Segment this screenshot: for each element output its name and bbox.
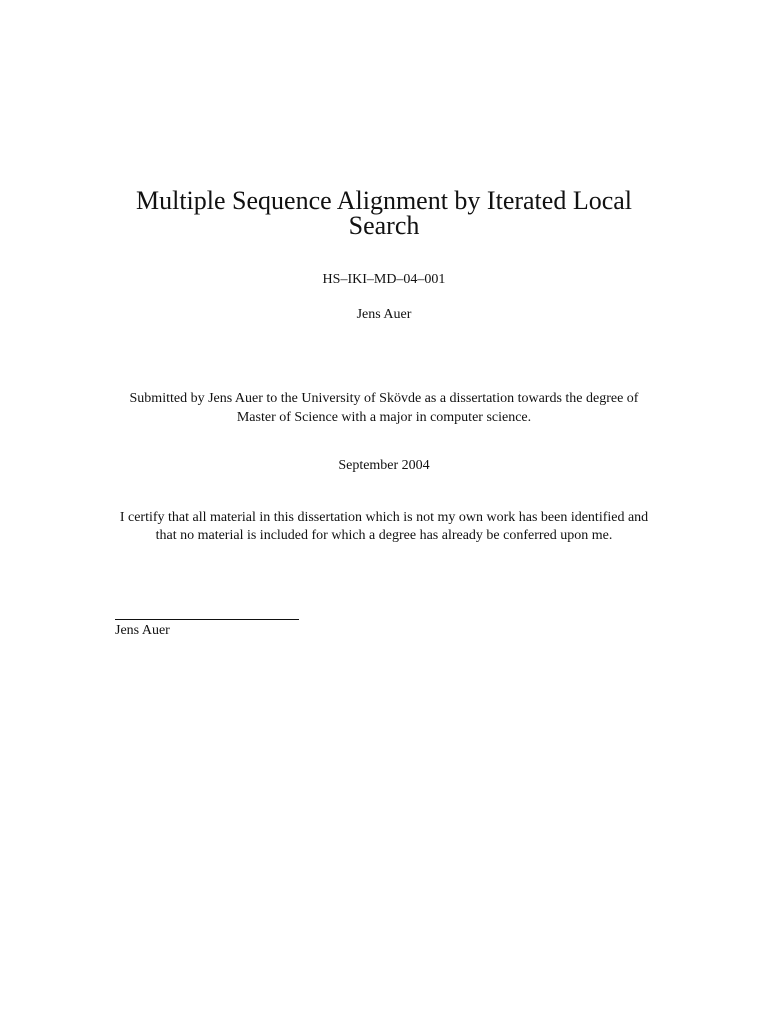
report-id: HS–IKI–MD–04–001: [322, 272, 446, 287]
submission-statement: Submitted by Jens Auer to the University of Skövde as a dissertation towards the degree of Master of Science with a major in computer science.: [129, 391, 639, 425]
document-title: Multiple Sequence Alignment by Iterated Local Search: [135, 186, 633, 240]
certification-statement: I certify that all material in this dissertation which is not my own work has been identified and that no material is included for which a degree has already be conferred upon me.: [119, 510, 649, 543]
author-name: Jens Auer: [356, 307, 412, 322]
signature-name: Jens Auer: [115, 623, 170, 638]
submission-date: September 2004: [338, 458, 430, 473]
signature-line: [115, 619, 299, 620]
